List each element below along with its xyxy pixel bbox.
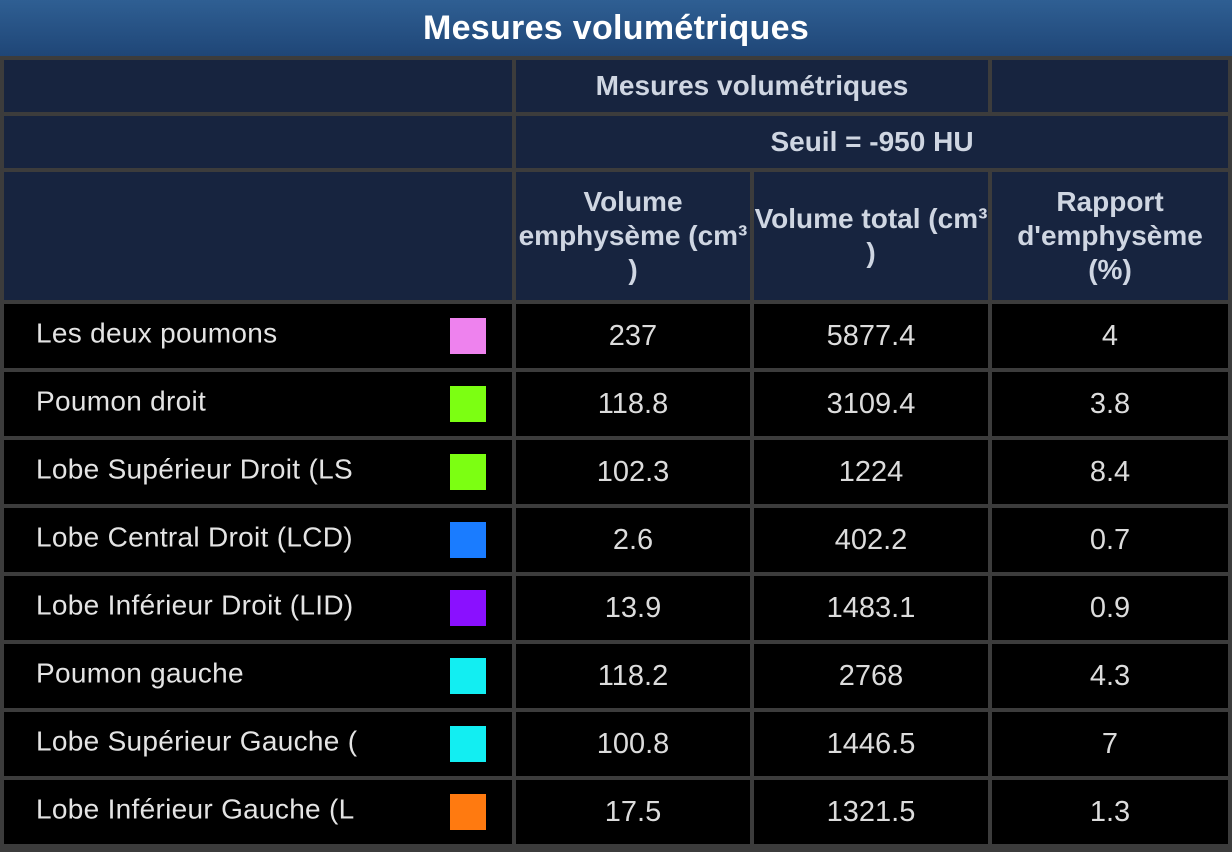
emphysema-volume-cell: 237 — [516, 304, 750, 368]
region-name: Lobe Inférieur Droit (LID) — [36, 589, 354, 621]
emphysema-volume-cell: 2.6 — [516, 508, 750, 572]
window-title: Mesures volumétriques — [0, 0, 1232, 56]
region-name-cell — [4, 780, 512, 844]
region-name-cell — [4, 372, 512, 436]
total-volume-cell: 1446.5 — [754, 712, 988, 776]
color-swatch — [450, 726, 486, 762]
region-name: Lobe Supérieur Droit (LS — [36, 453, 353, 485]
region-name-cell — [4, 304, 512, 368]
region-name-cell — [4, 644, 512, 708]
region-name: Poumon gauche — [36, 657, 244, 689]
emphysema-ratio-cell: 0.7 — [992, 508, 1228, 572]
region-name: Les deux poumons — [36, 317, 278, 349]
region-name: Lobe Central Droit (LCD) — [36, 521, 353, 553]
color-swatch — [450, 522, 486, 558]
total-volume-cell: 3109.4 — [754, 372, 988, 436]
table-row[interactable] — [4, 576, 1228, 640]
column-header-emphysema-ratio: Rapport d'emphysème (%) — [992, 172, 1228, 300]
emphysema-ratio-cell: 4 — [992, 304, 1228, 368]
emphysema-volume-cell: 118.8 — [516, 372, 750, 436]
total-volume-cell: 1483.1 — [754, 576, 988, 640]
table-row[interactable] — [4, 372, 1228, 436]
table-row[interactable] — [4, 508, 1228, 572]
total-volume-cell: 2768 — [754, 644, 988, 708]
header-corner-cell — [4, 116, 512, 168]
color-swatch — [450, 658, 486, 694]
emphysema-volume-cell: 17.5 — [516, 780, 750, 844]
region-name-cell — [4, 576, 512, 640]
region-name: Lobe Supérieur Gauche ( — [36, 725, 358, 757]
region-name-cell — [4, 712, 512, 776]
total-volume-cell: 1224 — [754, 440, 988, 504]
region-name-cell — [4, 508, 512, 572]
emphysema-ratio-cell: 1.3 — [992, 780, 1228, 844]
header-row-group — [4, 60, 1228, 112]
header-corner-cell — [4, 60, 512, 112]
header-corner-cell — [4, 172, 512, 300]
region-name-cell — [4, 440, 512, 504]
emphysema-ratio-cell: 8.4 — [992, 440, 1228, 504]
region-name: Poumon droit — [36, 385, 207, 417]
color-swatch — [450, 386, 486, 422]
emphysema-ratio-cell: 4.3 — [992, 644, 1228, 708]
color-swatch — [450, 794, 486, 830]
table-row[interactable] — [4, 440, 1228, 504]
emphysema-volume-cell: 13.9 — [516, 576, 750, 640]
column-header-emphysema-volume: Volume emphysème (cm³ ) — [516, 172, 750, 300]
group-header-empty-cell — [992, 60, 1228, 112]
group-header: Mesures volumétriques — [516, 60, 988, 112]
total-volume-cell: 1321.5 — [754, 780, 988, 844]
emphysema-ratio-cell: 0.9 — [992, 576, 1228, 640]
table-row[interactable] — [4, 304, 1228, 368]
emphysema-ratio-cell: 3.8 — [992, 372, 1228, 436]
volumetric-measures-table — [0, 56, 1232, 848]
table-row[interactable] — [4, 712, 1228, 776]
header-row-threshold — [4, 116, 1228, 168]
color-swatch — [450, 454, 486, 490]
emphysema-ratio-cell: 7 — [992, 712, 1228, 776]
header-row-columns — [4, 172, 1228, 300]
table-row[interactable] — [4, 644, 1228, 708]
emphysema-volume-cell: 100.8 — [516, 712, 750, 776]
color-swatch — [450, 318, 486, 354]
threshold-header: Seuil = -950 HU — [516, 116, 1228, 168]
emphysema-volume-cell: 118.2 — [516, 644, 750, 708]
column-header-total-volume: Volume total (cm³ ) — [754, 172, 988, 300]
total-volume-cell: 402.2 — [754, 508, 988, 572]
table-row[interactable] — [4, 780, 1228, 844]
total-volume-cell: 5877.4 — [754, 304, 988, 368]
region-name: Lobe Inférieur Gauche (L — [36, 793, 355, 825]
emphysema-volume-cell: 102.3 — [516, 440, 750, 504]
color-swatch — [450, 590, 486, 626]
